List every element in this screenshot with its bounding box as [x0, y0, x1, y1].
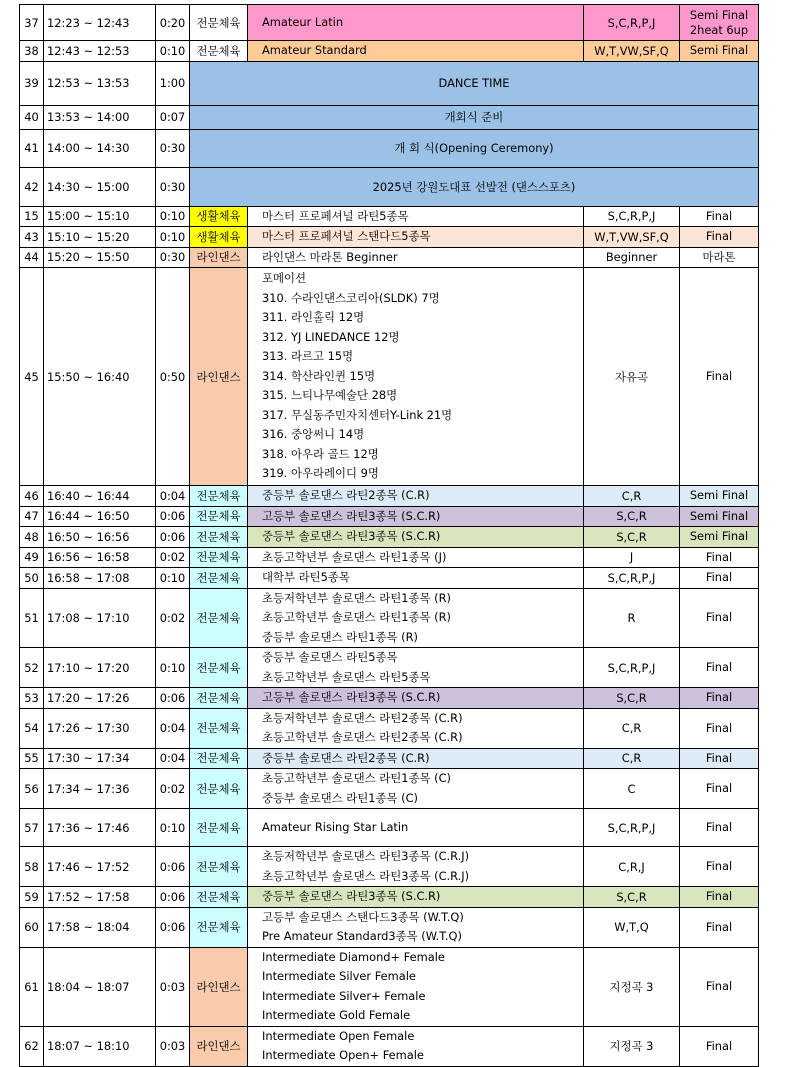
dances: S,C,R,P,J	[584, 648, 680, 688]
event-line: 317. 무실동주민자치센터Y-Link 21명	[262, 407, 453, 422]
schedule-row	[20, 748, 759, 769]
time-range: 15:20 ~ 15:50	[44, 247, 156, 268]
schedule-row	[20, 506, 759, 527]
time-range: 14:30 ~ 15:00	[44, 167, 156, 206]
round-line: Semi Final	[689, 43, 749, 58]
span-event: DANCE TIME	[190, 61, 759, 105]
event-number: 54	[20, 708, 44, 748]
dances: S,C,R	[584, 688, 680, 709]
duration: 0:03	[156, 1026, 190, 1066]
event-line: 초등저학년부 솔로댄스 라틴1종목 (R)	[262, 590, 451, 605]
round-line: Semi Final	[689, 488, 749, 503]
schedule-row	[20, 247, 759, 268]
event-number: 60	[20, 907, 44, 947]
duration: 0:50	[156, 268, 190, 486]
round-cell	[680, 947, 759, 1026]
event-number: 43	[20, 227, 44, 248]
dances: 지정곡 3	[584, 947, 680, 1026]
dances: S,C,R	[584, 527, 680, 548]
event-number: 45	[20, 268, 44, 486]
dances: W,T,VW,SF,Q	[584, 41, 680, 62]
round-line: Semi Final	[689, 529, 749, 544]
event-line: 고등부 솔로댄스 라틴3종목 (S.C.R)	[262, 690, 441, 704]
duration: 0:30	[156, 167, 190, 206]
schedule-row	[20, 5, 759, 41]
event-line: 마스터 프로페셔널 스탠다드5종목	[262, 229, 431, 243]
event-line: 중등부 솔로댄스 라틴1종목 (R)	[262, 629, 418, 644]
category-badge: 전문체육	[190, 809, 248, 847]
time-range: 17:26 ~ 17:30	[44, 708, 156, 748]
round-line: Final	[705, 229, 733, 244]
event-name-cell	[248, 1026, 584, 1066]
schedule-row	[20, 527, 759, 548]
event-line: Intermediate Diamond+ Female	[262, 949, 445, 964]
schedule-row	[20, 1026, 759, 1066]
duration: 0:10	[156, 809, 190, 847]
schedule-row	[20, 105, 759, 129]
event-name-cell	[248, 568, 584, 589]
category-badge: 라인댄스	[190, 247, 248, 268]
round-line: Final	[705, 720, 733, 735]
event-name-cell	[248, 547, 584, 568]
event-number: 52	[20, 648, 44, 688]
round-line: Final	[705, 781, 733, 796]
schedule-row	[20, 568, 759, 589]
event-line: Intermediate Silver Female	[262, 969, 416, 983]
event-number: 37	[20, 5, 44, 41]
time-range: 16:50 ~ 16:56	[44, 527, 156, 548]
event-number: 59	[20, 887, 44, 908]
round-cell	[680, 206, 759, 227]
round-line: Semi Final	[689, 7, 749, 22]
round-line: Final	[705, 369, 733, 384]
dances: R	[584, 588, 680, 648]
event-line: 316. 중앙써니 14명	[262, 427, 365, 442]
event-number: 15	[20, 206, 44, 227]
round-line: Final	[705, 1038, 733, 1053]
event-number: 39	[20, 61, 44, 105]
round-cell	[680, 1026, 759, 1066]
event-name-cell	[248, 247, 584, 268]
round-line: Final	[705, 859, 733, 874]
event-number: 57	[20, 809, 44, 847]
schedule-row	[20, 847, 759, 887]
event-name-cell	[248, 708, 584, 748]
span-event: 개회식 준비	[190, 105, 759, 129]
event-number: 40	[20, 105, 44, 129]
event-line: 319. 아우라레이디 9명	[262, 466, 379, 481]
duration: 0:10	[156, 206, 190, 227]
category-badge: 전문체육	[190, 506, 248, 527]
event-line: 초등저학년부 솔로댄스 라틴2종목 (C.R)	[262, 710, 463, 725]
event-number: 42	[20, 167, 44, 206]
duration: 0:07	[156, 105, 190, 129]
event-line: Amateur Rising Star Latin	[262, 819, 409, 834]
round-line: Final	[705, 979, 733, 994]
event-name-cell	[248, 588, 584, 648]
time-range: 18:07 ~ 18:10	[44, 1026, 156, 1066]
duration: 0:06	[156, 688, 190, 709]
dances: 지정곡 3	[584, 1026, 680, 1066]
event-line: Intermediate Silver+ Female	[262, 988, 426, 1003]
schedule-row	[20, 708, 759, 748]
duration: 0:30	[156, 129, 190, 167]
schedule-row	[20, 947, 759, 1026]
event-line: Intermediate Open Female	[262, 1028, 415, 1043]
time-range: 17:08 ~ 17:10	[44, 588, 156, 648]
event-line: 중등부 솔로댄스 라틴5종목	[262, 650, 398, 664]
event-line: 중등부 솔로댄스 라틴3종목 (S.C.R)	[262, 529, 441, 543]
round-cell	[680, 486, 759, 507]
event-line: 초등저학년부 솔로댄스 라틴3종목 (C.R.J)	[262, 849, 470, 863]
event-line: 중등부 솔로댄스 라틴1종목 (C)	[262, 790, 418, 805]
category-badge: 전문체육	[190, 847, 248, 887]
duration: 0:30	[156, 247, 190, 268]
time-range: 12:53 ~ 13:53	[44, 61, 156, 105]
duration: 0:02	[156, 769, 190, 809]
event-number: 38	[20, 41, 44, 62]
event-line: 312. YJ LINEDANCE 12명	[262, 329, 400, 344]
event-name-cell	[248, 527, 584, 548]
round-cell	[680, 247, 759, 268]
dances: Beginner	[584, 247, 680, 268]
dances: S,C,R,P,J	[584, 5, 680, 41]
dances: S,C,R,P,J	[584, 568, 680, 589]
round-line: 2heat 6up	[689, 22, 749, 37]
duration: 0:20	[156, 5, 190, 41]
category-badge: 전문체육	[190, 887, 248, 908]
time-range: 17:34 ~ 17:36	[44, 769, 156, 809]
event-line: 초등고학년부 솔로댄스 라틴3종목 (C.R.J)	[262, 868, 470, 883]
category-badge: 전문체육	[190, 648, 248, 688]
duration: 0:04	[156, 486, 190, 507]
round-cell	[680, 588, 759, 648]
event-name-cell	[248, 688, 584, 709]
round-cell	[680, 268, 759, 486]
event-number: 56	[20, 769, 44, 809]
event-number: 51	[20, 588, 44, 648]
duration: 0:10	[156, 227, 190, 248]
event-name-cell	[248, 769, 584, 809]
round-cell	[680, 5, 759, 41]
round-line: 마라톤	[702, 249, 736, 264]
schedule-row	[20, 688, 759, 709]
event-line: 마스터 프로페셔널 라틴5종목	[262, 208, 409, 223]
event-number: 62	[20, 1026, 44, 1066]
time-range: 16:44 ~ 16:50	[44, 506, 156, 527]
round-cell	[680, 227, 759, 248]
schedule-body	[20, 5, 759, 1067]
time-range: 12:23 ~ 12:43	[44, 5, 156, 41]
schedule-row	[20, 61, 759, 105]
category-badge: 전문체육	[190, 708, 248, 748]
dances: 자유곡	[584, 268, 680, 486]
round-cell	[680, 809, 759, 847]
category-badge: 전문체육	[190, 5, 248, 41]
time-range: 14:00 ~ 14:30	[44, 129, 156, 167]
schedule-row	[20, 648, 759, 688]
category-badge: 전문체육	[190, 769, 248, 809]
event-number: 61	[20, 947, 44, 1026]
event-name-cell	[248, 206, 584, 227]
event-line: 311. 라인홀릭 12명	[262, 310, 365, 325]
event-line: 310. 수라인댄스코리아(SLDK) 7명	[262, 290, 440, 305]
duration: 0:06	[156, 887, 190, 908]
category-badge: 전문체육	[190, 41, 248, 62]
time-range: 13:53 ~ 14:00	[44, 105, 156, 129]
round-cell	[680, 887, 759, 908]
round-cell	[680, 506, 759, 527]
schedule-row	[20, 588, 759, 648]
time-range: 16:56 ~ 16:58	[44, 547, 156, 568]
round-cell	[680, 688, 759, 709]
round-cell	[680, 547, 759, 568]
time-range: 17:46 ~ 17:52	[44, 847, 156, 887]
event-name-cell	[248, 506, 584, 527]
time-range: 16:40 ~ 16:44	[44, 486, 156, 507]
category-badge: 라인댄스	[190, 1026, 248, 1066]
round-line: Final	[705, 889, 733, 904]
duration: 0:06	[156, 847, 190, 887]
event-line: 초등고학년부 솔로댄스 라틴1종목 (R)	[262, 610, 451, 624]
event-line: 대학부 라틴5종목	[262, 570, 350, 584]
event-number: 47	[20, 506, 44, 527]
event-name-cell	[248, 907, 584, 947]
time-range: 12:43 ~ 12:53	[44, 41, 156, 62]
time-range: 17:58 ~ 18:04	[44, 907, 156, 947]
event-number: 44	[20, 247, 44, 268]
time-range: 17:30 ~ 17:34	[44, 748, 156, 769]
duration: 0:06	[156, 506, 190, 527]
event-line: 중등부 솔로댄스 라틴2종목 (C.R)	[262, 750, 430, 765]
schedule-row	[20, 769, 759, 809]
schedule-row	[20, 887, 759, 908]
event-name-cell	[248, 41, 584, 62]
time-range: 17:20 ~ 17:26	[44, 688, 156, 709]
round-line: Semi Final	[689, 508, 749, 523]
event-line: 고등부 솔로댄스 스탠다드3종목 (W.T.Q)	[262, 909, 464, 924]
time-range: 18:04 ~ 18:07	[44, 947, 156, 1026]
time-range: 17:52 ~ 17:58	[44, 887, 156, 908]
event-line: Intermediate Open+ Female	[262, 1048, 424, 1062]
event-line: Intermediate Gold Female	[262, 1008, 411, 1022]
dances: S,C,R	[584, 506, 680, 527]
duration: 0:02	[156, 588, 190, 648]
event-name-cell	[248, 887, 584, 908]
event-name-cell	[248, 847, 584, 887]
time-range: 16:58 ~ 17:08	[44, 568, 156, 589]
schedule-row	[20, 167, 759, 206]
schedule-table	[19, 4, 759, 1067]
dances: C,R	[584, 708, 680, 748]
event-number: 49	[20, 547, 44, 568]
duration: 0:06	[156, 527, 190, 548]
time-range: 17:10 ~ 17:20	[44, 648, 156, 688]
event-line: Amateur Latin	[262, 14, 344, 29]
event-name-cell	[248, 748, 584, 769]
time-range: 15:00 ~ 15:10	[44, 206, 156, 227]
event-name-cell	[248, 648, 584, 688]
event-line: 315. 느티나무예술단 28명	[262, 388, 398, 403]
event-name-cell	[248, 268, 584, 486]
schedule-row	[20, 41, 759, 62]
duration: 0:04	[156, 708, 190, 748]
event-line: 314. 학산라인퀸 15명	[262, 368, 376, 383]
round-cell	[680, 907, 759, 947]
schedule-row	[20, 268, 759, 486]
category-badge: 전문체육	[190, 688, 248, 709]
event-name-cell	[248, 227, 584, 248]
schedule-row	[20, 907, 759, 947]
event-number: 50	[20, 568, 44, 589]
event-name-cell	[248, 947, 584, 1026]
schedule-row	[20, 206, 759, 227]
round-cell	[680, 527, 759, 548]
duration: 1:00	[156, 61, 190, 105]
category-badge: 전문체육	[190, 907, 248, 947]
event-name-cell	[248, 809, 584, 847]
event-name-cell	[248, 486, 584, 507]
round-line: Final	[705, 549, 733, 564]
round-line: Final	[705, 820, 733, 835]
span-event: 개 회 식(Opening Ceremony)	[190, 129, 759, 167]
duration: 0:10	[156, 568, 190, 589]
round-line: Final	[705, 919, 733, 934]
dances: C,R	[584, 486, 680, 507]
event-line: 초등고학년부 솔로댄스 라틴1종목 (J)	[262, 549, 447, 564]
time-range: 15:10 ~ 15:20	[44, 227, 156, 248]
event-number: 53	[20, 688, 44, 709]
duration: 0:02	[156, 547, 190, 568]
round-line: Final	[705, 750, 733, 765]
time-range: 15:50 ~ 16:40	[44, 268, 156, 486]
event-line: 초등고학년부 솔로댄스 라틴1종목 (C)	[262, 771, 451, 785]
event-line: 포메이션	[262, 271, 307, 286]
event-line: 라인댄스 마라톤 Beginner	[262, 249, 398, 264]
round-cell	[680, 748, 759, 769]
dances: S,C,R,P,J	[584, 206, 680, 227]
event-line: 초등고학년부 솔로댄스 라틴5종목	[262, 669, 431, 684]
round-cell	[680, 769, 759, 809]
span-event: 2025년 강원도대표 선발전 (댄스스포츠)	[190, 167, 759, 206]
round-line: Final	[705, 690, 733, 705]
event-line: Amateur Standard	[262, 43, 367, 57]
round-cell	[680, 568, 759, 589]
dances: W,T,VW,SF,Q	[584, 227, 680, 248]
duration: 0:10	[156, 41, 190, 62]
dances: S,C,R	[584, 887, 680, 908]
round-line: Final	[705, 570, 733, 585]
dances: W,T,Q	[584, 907, 680, 947]
category-badge: 생활체육	[190, 206, 248, 227]
category-badge: 전문체육	[190, 547, 248, 568]
duration: 0:10	[156, 648, 190, 688]
dances: C,R	[584, 748, 680, 769]
dances: S,C,R,P,J	[584, 809, 680, 847]
schedule-row	[20, 227, 759, 248]
round-cell	[680, 847, 759, 887]
event-line: 초등고학년부 솔로댄스 라틴2종목 (C.R)	[262, 730, 463, 744]
dances: C	[584, 769, 680, 809]
category-badge: 전문체육	[190, 748, 248, 769]
time-range: 17:36 ~ 17:46	[44, 809, 156, 847]
dances: J	[584, 547, 680, 568]
category-badge: 전문체육	[190, 527, 248, 548]
event-name-cell	[248, 5, 584, 41]
round-line: Final	[705, 660, 733, 675]
round-cell	[680, 41, 759, 62]
duration: 0:03	[156, 947, 190, 1026]
category-badge: 라인댄스	[190, 268, 248, 486]
event-number: 58	[20, 847, 44, 887]
event-line: 고등부 솔로댄스 라틴3종목 (S.C.R)	[262, 508, 441, 523]
event-number: 41	[20, 129, 44, 167]
category-badge: 전문체육	[190, 486, 248, 507]
event-number: 55	[20, 748, 44, 769]
event-line: 318. 아우라 골드 12명	[262, 446, 379, 461]
category-badge: 라인댄스	[190, 947, 248, 1026]
duration: 0:06	[156, 907, 190, 947]
schedule-row	[20, 809, 759, 847]
round-cell	[680, 708, 759, 748]
category-badge: 전문체육	[190, 568, 248, 589]
event-line: Pre Amateur Standard3종목 (W.T.Q)	[262, 929, 462, 943]
schedule-row	[20, 486, 759, 507]
round-line: Final	[705, 610, 733, 625]
event-number: 46	[20, 486, 44, 507]
event-line: 중등부 솔로댄스 라틴2종목 (C.R)	[262, 488, 430, 502]
event-line: 중등부 솔로댄스 라틴3종목 (S.C.R)	[262, 889, 441, 903]
event-number: 48	[20, 527, 44, 548]
schedule-row	[20, 547, 759, 568]
category-badge: 전문체육	[190, 588, 248, 648]
round-line: Final	[705, 208, 733, 223]
round-cell	[680, 648, 759, 688]
event-line: 313. 라르고 15명	[262, 349, 354, 364]
dances: C,R,J	[584, 847, 680, 887]
duration: 0:04	[156, 748, 190, 769]
schedule-row	[20, 129, 759, 167]
category-badge: 생활체육	[190, 227, 248, 248]
